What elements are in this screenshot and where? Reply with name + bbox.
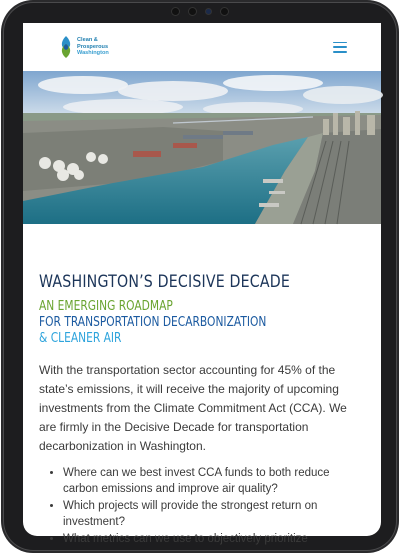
screen: [23, 23, 381, 545]
intro-paragraph: With the transportation sector accounting for 45% of the state’s emissions, it will receive the majority of upcoming investments from the Climate Commitment Act (CCA). We are firmly in the Decisive Decade for transportation decarbonization in Washington.: [39, 363, 347, 453]
page-subtitle: [39, 299, 305, 347]
page-title: WASHINGTON’S DECISIVE DECADE: [39, 272, 290, 291]
hero-image: [23, 71, 381, 224]
subtitle-line2: FOR TRANSPORTATION DECARBONIZATION: [39, 315, 267, 330]
sensor-dot: [189, 8, 196, 15]
logo-line1: Clean &: [77, 37, 98, 44]
subtitle-line3: & CLEANER AIR: [39, 331, 122, 346]
tablet-frame: [3, 2, 397, 551]
aerial-port-waterway-photo: [23, 71, 381, 224]
list-item: • What metrics can we use to objectively prioritize: [63, 532, 363, 548]
menu-line: [333, 46, 347, 48]
sensor-dot: [172, 8, 179, 15]
list-item: • Where can we best invest CCA funds to both reduce carbon emissions and improve air quality?: [63, 466, 363, 497]
site-header: [23, 23, 381, 71]
list-item: • Which projects will provide the strongest return on investment?: [63, 499, 363, 530]
article-content: [23, 272, 381, 548]
logo-leaf-icon: [59, 35, 73, 59]
questions-list: [39, 466, 363, 548]
sensor-dot: [221, 8, 228, 15]
camera-lens: [206, 9, 211, 14]
subtitle-line1: AN EMERGING ROADMAP: [39, 299, 173, 314]
logo-line2: Prosperous: [77, 43, 109, 50]
logo-line3: Washington: [77, 50, 109, 57]
site-logo[interactable]: [59, 35, 109, 59]
logo-wordmark: [77, 37, 109, 56]
menu-line: [333, 42, 347, 44]
menu-line: [333, 51, 347, 53]
camera-bar: [172, 8, 228, 15]
hamburger-menu-icon[interactable]: [333, 42, 347, 53]
